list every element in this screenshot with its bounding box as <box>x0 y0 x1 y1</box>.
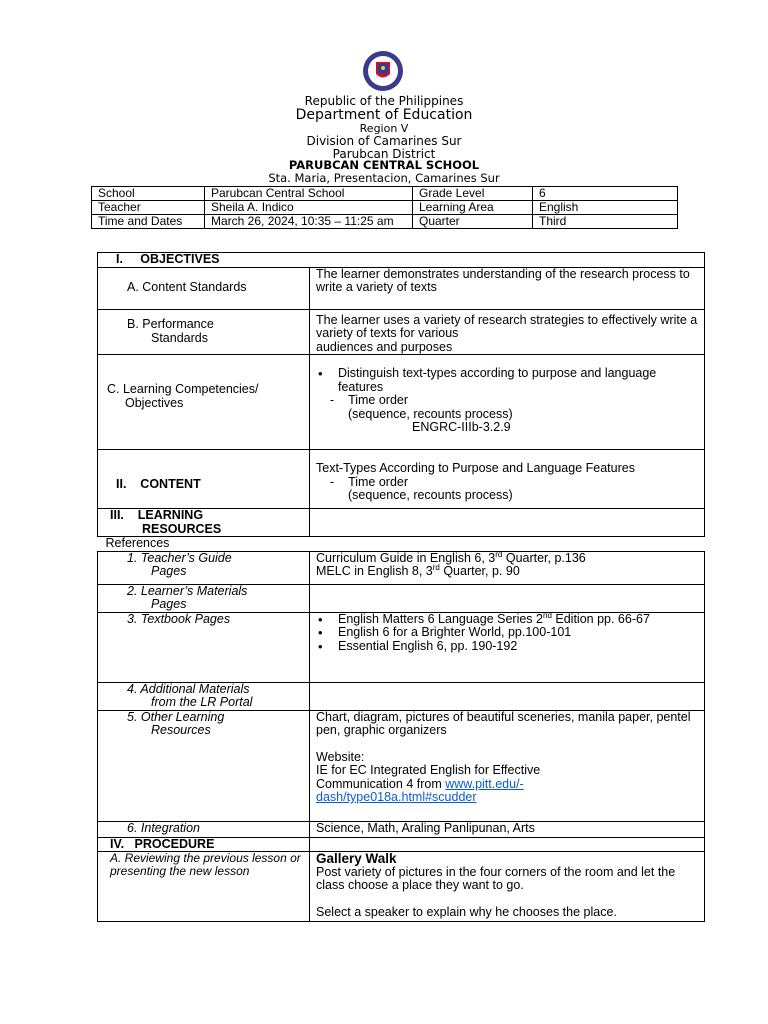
info-label: Teacher <box>92 201 205 215</box>
procedure-heading: IV. PROCEDURE <box>98 837 310 852</box>
school-name: PARUBCAN CENTRAL SCHOOL <box>288 158 480 172</box>
competency-sub: (sequence, recounts process) <box>348 406 513 421</box>
lesson-plan-table <box>97 252 705 922</box>
region-line: Region V <box>359 122 409 135</box>
table-row <box>98 551 705 584</box>
table-row <box>98 612 705 682</box>
procedure-empty <box>310 837 705 852</box>
deped-seal-icon <box>357 50 409 92</box>
additional-materials-label <box>98 682 310 710</box>
gallery-walk-text <box>310 852 705 922</box>
gallery-text-2: Select a speaker to explain why he chooses the place. <box>316 904 617 919</box>
info-value: English <box>533 201 678 215</box>
info-value: March 26, 2024, 10:35 – 11:25 am <box>205 215 413 229</box>
table-row <box>92 187 678 201</box>
other-resources-label <box>98 710 310 821</box>
lm-label-line1: 2. Learner’s Materials <box>127 583 248 598</box>
division-line: Division of Camarines Sur <box>306 134 462 148</box>
info-value: Parubcan Central School <box>205 187 413 201</box>
table-row <box>92 215 678 229</box>
district-line: Parubcan District <box>332 147 436 161</box>
teachers-guide-label <box>98 551 310 584</box>
table-row <box>98 821 705 837</box>
olr-label-line1: 5. Other Learning <box>127 709 225 724</box>
competency-code: ENGRC-IIIb-3.2.9 <box>412 420 511 434</box>
textbook-pages-label: 3. Textbook Pages <box>98 612 310 682</box>
learners-materials-empty <box>310 584 705 612</box>
info-value: 6 <box>533 187 678 201</box>
table-row <box>98 253 705 268</box>
performance-standards-label <box>98 309 310 355</box>
info-label: Learning Area <box>413 201 533 215</box>
website-text: IE for EC Integrated English for Effective Communication 4 from www.pitt.edu/-dash/type018a.html#scudder <box>316 763 541 804</box>
table-row <box>98 852 705 922</box>
competencies-label <box>98 355 310 450</box>
objectives-heading: I. OBJECTIVES <box>98 253 705 268</box>
competencies-text <box>310 355 705 450</box>
resources-heading <box>98 509 310 537</box>
textbook-item: • English 6 for a Brighter World, pp.100-101 <box>338 626 698 640</box>
content-title: Text-Types According to Purpose and Language Features <box>316 461 635 475</box>
resources-heading-line2: RESOURCES <box>142 521 222 536</box>
review-label: A. Reviewing the previous lesson or presenting the new lesson <box>98 852 310 922</box>
gallery-title: Gallery Walk <box>316 851 397 866</box>
am-label-line2: from the LR Portal <box>151 695 253 709</box>
table-row <box>98 355 705 450</box>
table-row <box>98 682 705 710</box>
textbook-item: • English Matters 6 Language Series 2nd Edition pp. 66-67 <box>338 613 698 627</box>
competency-bullet: • Distinguish text-types according to purpose and language features <box>338 367 698 394</box>
table-row <box>92 201 678 215</box>
resources-empty <box>310 509 705 537</box>
references-label: References <box>98 537 705 552</box>
department-line: Department of Education <box>295 107 473 123</box>
performance-text-line1: The learner uses a variety of research strategies to effectively write a variety of texts for various <box>316 312 698 340</box>
competencies-label-line2: Objectives <box>125 395 184 410</box>
table-row <box>98 537 705 552</box>
table-row <box>98 710 705 821</box>
teachers-guide-text <box>310 551 705 584</box>
olr-label-line2: Resources <box>151 723 211 737</box>
tg-label-line1: 1. Teacher’s Guide <box>127 550 232 565</box>
resources-heading-line1: III. LEARNING <box>110 508 204 522</box>
content-standards-label: A. Content Standards <box>98 267 310 309</box>
table-row <box>98 309 705 355</box>
info-label: Time and Dates <box>92 215 205 229</box>
lm-label-line2: Pages <box>151 597 187 611</box>
additional-materials-empty <box>310 682 705 710</box>
info-label: Quarter <box>413 215 533 229</box>
competency-dash: - Time order <box>330 393 409 407</box>
tg-line2: MELC in English 8, 3rd Quarter, p. 90 <box>316 562 520 578</box>
performance-label-line2: Standards <box>151 330 208 345</box>
info-table <box>91 186 678 229</box>
table-row <box>98 267 705 309</box>
info-value: Third <box>533 215 678 229</box>
republic-line: Republic of the Philippines <box>304 94 464 108</box>
content-standards-text: The learner demonstrates understanding of the research process to write a variety of texts <box>310 267 705 309</box>
website-link[interactable]: www.pitt.edu/-dash/type018a.html#scudder <box>316 776 524 804</box>
table-row <box>98 584 705 612</box>
table-row <box>98 509 705 537</box>
textbook-item: • Essential English 6, pp. 190-192 <box>338 640 698 654</box>
table-row <box>98 450 705 509</box>
performance-standards-text <box>310 309 705 355</box>
gallery-text: Post variety of pictures in the four corners of the room and let the class choose a place they want to go. <box>316 864 676 892</box>
other-resources-text <box>310 710 705 821</box>
learners-materials-label <box>98 584 310 612</box>
address-line: Sta. Maria, Presentacion, Camarines Sur <box>268 171 500 185</box>
integration-label: 6. Integration <box>98 821 310 837</box>
content-heading: II. CONTENT <box>98 450 310 509</box>
tg-label-line2: Pages <box>151 564 187 578</box>
tg-line1: Curriculum Guide in English 6, 3rd Quarter, p.136 <box>316 549 586 565</box>
info-value: Sheila A. Indico <box>205 201 413 215</box>
info-label: Grade Level <box>413 187 533 201</box>
integration-text: Science, Math, Araling Panlipunan, Arts <box>310 821 705 837</box>
table-row <box>98 837 705 852</box>
am-label-line1: 4. Additional Materials <box>127 681 250 696</box>
performance-text-line2: audiences and purposes <box>316 339 453 354</box>
website-label: Website: <box>316 749 365 764</box>
content-text <box>310 450 705 509</box>
competencies-label-line1: C. Learning Competencies/ <box>107 382 259 396</box>
content-dash: - Time order <box>330 474 409 489</box>
content-sub: (sequence, recounts process) <box>348 488 513 502</box>
olr-text: Chart, diagram, pictures of beautiful sceneries, manila paper, pentel pen, graphic organizers <box>316 709 691 737</box>
performance-label-line1: B. Performance <box>127 317 214 332</box>
info-label: School <box>92 187 205 201</box>
textbook-pages-text <box>310 612 705 682</box>
